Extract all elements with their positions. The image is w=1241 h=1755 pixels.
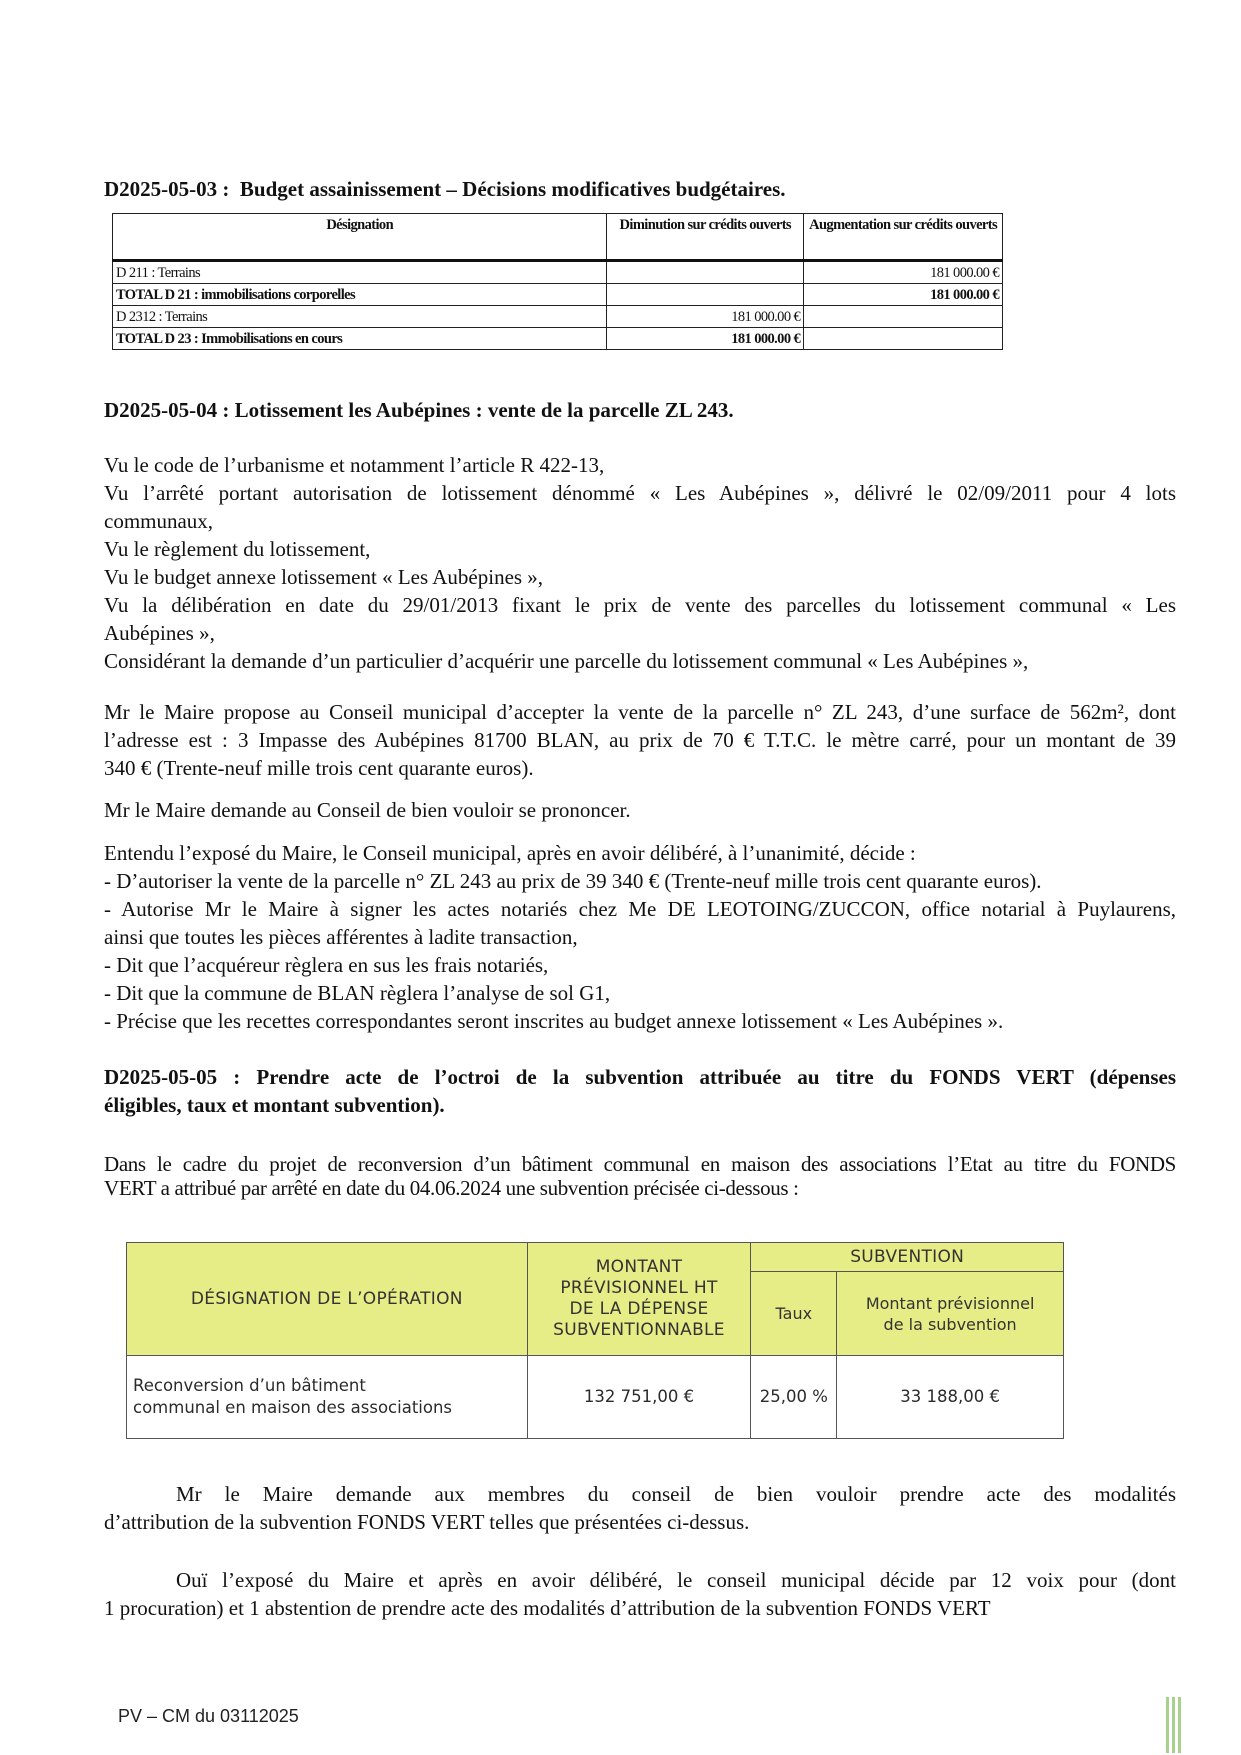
text-line: Vu le budget annexe lotissement « Les Aubépines », xyxy=(104,565,544,589)
text-line: Aubépines », xyxy=(104,621,215,645)
header-montant-previsionnel xyxy=(527,1243,751,1356)
cell-diminution xyxy=(607,284,804,306)
table-row-total xyxy=(113,284,1003,306)
header-line: DE LA DÉPENSE xyxy=(569,1299,709,1319)
header-line: Montant prévisionnel xyxy=(865,1293,1035,1313)
text-line: 1 procuration) et 1 abstention de prendre acte des modalités d’attribution de la subvention FONDS VERT xyxy=(104,1596,991,1620)
text-line: communaux, xyxy=(104,509,214,533)
visas-paragraph xyxy=(104,451,1176,675)
heading-line: D2025-05-05 : Prendre acte de l’octroi de la subvention attribuée au titre du FONDS VERT (dépenses xyxy=(104,1065,1176,1089)
text-line: 340 € (Trente-neuf mille trois cent quarante euros). xyxy=(104,756,534,780)
text-line: Dans le cadre du projet de reconversion d’un bâtiment communal en maison des associations l’Etat au titre du FONDS xyxy=(104,1152,1176,1176)
heading-line: éligibles, taux et montant subvention). xyxy=(104,1093,445,1117)
cell-designation: TOTAL D 23 : Immobilisations en cours xyxy=(113,328,607,350)
budget-modification-table xyxy=(112,213,1003,350)
text-line: VERT a attribué par arrêté en date du 04.06.2024 une subvention précisée ci-dessous : xyxy=(104,1176,799,1200)
header-taux: Taux xyxy=(751,1272,837,1356)
table-row-total xyxy=(113,328,1003,350)
table-header-row xyxy=(113,214,1003,261)
text-line: - Autorise Mr le Maire à signer les actes notariés chez Me DE LEOTOING/ZUCCON, office notarial à Puylaurens, xyxy=(104,897,1176,921)
cell-augmentation: 181 000.00 € xyxy=(804,284,1003,306)
text-line: - Dit que la commune de BLAN règlera l’analyse de sol G1, xyxy=(104,981,611,1005)
cell-montant-subvention: 33 188,00 € xyxy=(837,1356,1064,1439)
cell-designation: D 2312 : Terrains xyxy=(113,306,607,328)
table-header-row xyxy=(127,1243,1064,1272)
decision-heading-d2025-05-04: D2025-05-04 : Lotissement les Aubépines : vente de la parcelle ZL 243. xyxy=(104,398,734,422)
text-line: Considérant la demande d’un particulier d’acquérir une parcelle du lotissement communal « Les Aubépines », xyxy=(104,649,1029,673)
header-augmentation: Augmentation sur crédits ouverts xyxy=(804,214,1003,261)
table-row xyxy=(127,1356,1064,1439)
header-diminution: Diminution sur crédits ouverts xyxy=(607,214,804,261)
text-line: Vu la délibération en date du 29/01/2013 fixant le prix de vente des parcelles du lotissement communal « Les xyxy=(104,593,1176,617)
proposal-paragraph xyxy=(104,698,1176,782)
mayor-request-paragraph xyxy=(104,1480,1176,1536)
text-line: d’attribution de la subvention FONDS VERT telles que présentées ci-dessus. xyxy=(104,1510,750,1534)
cell-diminution: 181 000.00 € xyxy=(607,328,804,350)
subsidy-table xyxy=(126,1242,1064,1439)
decision-paragraph xyxy=(104,839,1176,1035)
text-line: - Précise que les recettes correspondantes seront inscrites au budget annexe lotissement « Les Aubépines ». xyxy=(104,1009,1004,1033)
cell-designation: TOTAL D 21 : immobilisations corporelles xyxy=(113,284,607,306)
table-row xyxy=(113,261,1003,284)
cell-designation xyxy=(127,1356,528,1439)
text-line: - D’autoriser la vente de la parcelle n° ZL 243 au prix de 39 340 € (Trente-neuf mille trois cent quarante euros). xyxy=(104,869,1042,893)
cell-line: communal en maison des associations xyxy=(133,1398,453,1417)
text-line: Vu l’arrêté portant autorisation de lotissement dénommé « Les Aubépines », délivré le 02/09/2011 pour 4 lots xyxy=(104,481,1176,505)
text-line: Mr le Maire demande aux membres du conseil de bien vouloir prendre acte des modalités xyxy=(176,1482,1176,1506)
page-footer-label: PV – CM du 03112025 xyxy=(118,1706,299,1726)
text-line: Entendu l’exposé du Maire, le Conseil municipal, après en avoir délibéré, à l’unanimité, décide : xyxy=(104,841,916,865)
text-line: Vu le règlement du lotissement, xyxy=(104,537,371,561)
cell-diminution xyxy=(607,261,804,284)
text-line: l’adresse est : 3 Impasse des Aubépines 81700 BLAN, au prix de 70 € T.T.C. le mètre carré, pour un montant de 39 xyxy=(104,728,1176,752)
cell-augmentation: 181 000.00 € xyxy=(804,261,1003,284)
accent-bar xyxy=(1172,1697,1175,1753)
text-line: ainsi que toutes les pièces afférentes à ladite transaction, xyxy=(104,925,578,949)
header-designation: Désignation xyxy=(113,214,607,261)
cell-line: Reconversion d’un bâtiment xyxy=(133,1376,366,1395)
text-line: - Dit que l’acquéreur règlera en sus les frais notariés, xyxy=(104,953,549,977)
header-subvention-group: SUBVENTION xyxy=(751,1243,1064,1272)
table-row xyxy=(113,306,1003,328)
text-line: Ouï l’exposé du Maire et après en avoir délibéré, le conseil municipal décide par 12 voix pour (dont xyxy=(176,1568,1176,1592)
cell-augmentation xyxy=(804,328,1003,350)
request-paragraph: Mr le Maire demande au Conseil de bien vouloir se prononcer. xyxy=(104,798,631,822)
header-designation-operation: DÉSIGNATION DE L’OPÉRATION xyxy=(127,1243,528,1356)
decision-heading-d2025-05-05 xyxy=(104,1063,1176,1119)
cell-designation: D 211 : Terrains xyxy=(113,261,607,284)
cell-montant: 132 751,00 € xyxy=(527,1356,751,1439)
accent-bar xyxy=(1178,1697,1181,1753)
decision-heading-d2025-05-03: D2025-05-03 : Budget assainissement – Décisions modificatives budgétaires. xyxy=(104,177,786,201)
intro-paragraph xyxy=(104,1152,1176,1200)
cell-diminution: 181 000.00 € xyxy=(607,306,804,328)
text-line: Vu le code de l’urbanisme et notamment l’article R 422-13, xyxy=(104,453,605,477)
text-line: Mr le Maire propose au Conseil municipal d’accepter la vente de la parcelle n° ZL 243, d’une surface de 562m², dont xyxy=(104,700,1176,724)
cell-augmentation xyxy=(804,306,1003,328)
header-line: PRÉVISIONNEL HT xyxy=(560,1278,718,1298)
header-line: de la subvention xyxy=(883,1314,1017,1334)
accent-bar xyxy=(1166,1697,1169,1753)
vote-paragraph xyxy=(104,1566,1176,1622)
header-line: MONTANT xyxy=(595,1257,683,1277)
header-line: SUBVENTIONNABLE xyxy=(553,1320,725,1340)
cell-taux: 25,00 % xyxy=(751,1356,837,1439)
header-montant-subvention xyxy=(837,1272,1064,1356)
